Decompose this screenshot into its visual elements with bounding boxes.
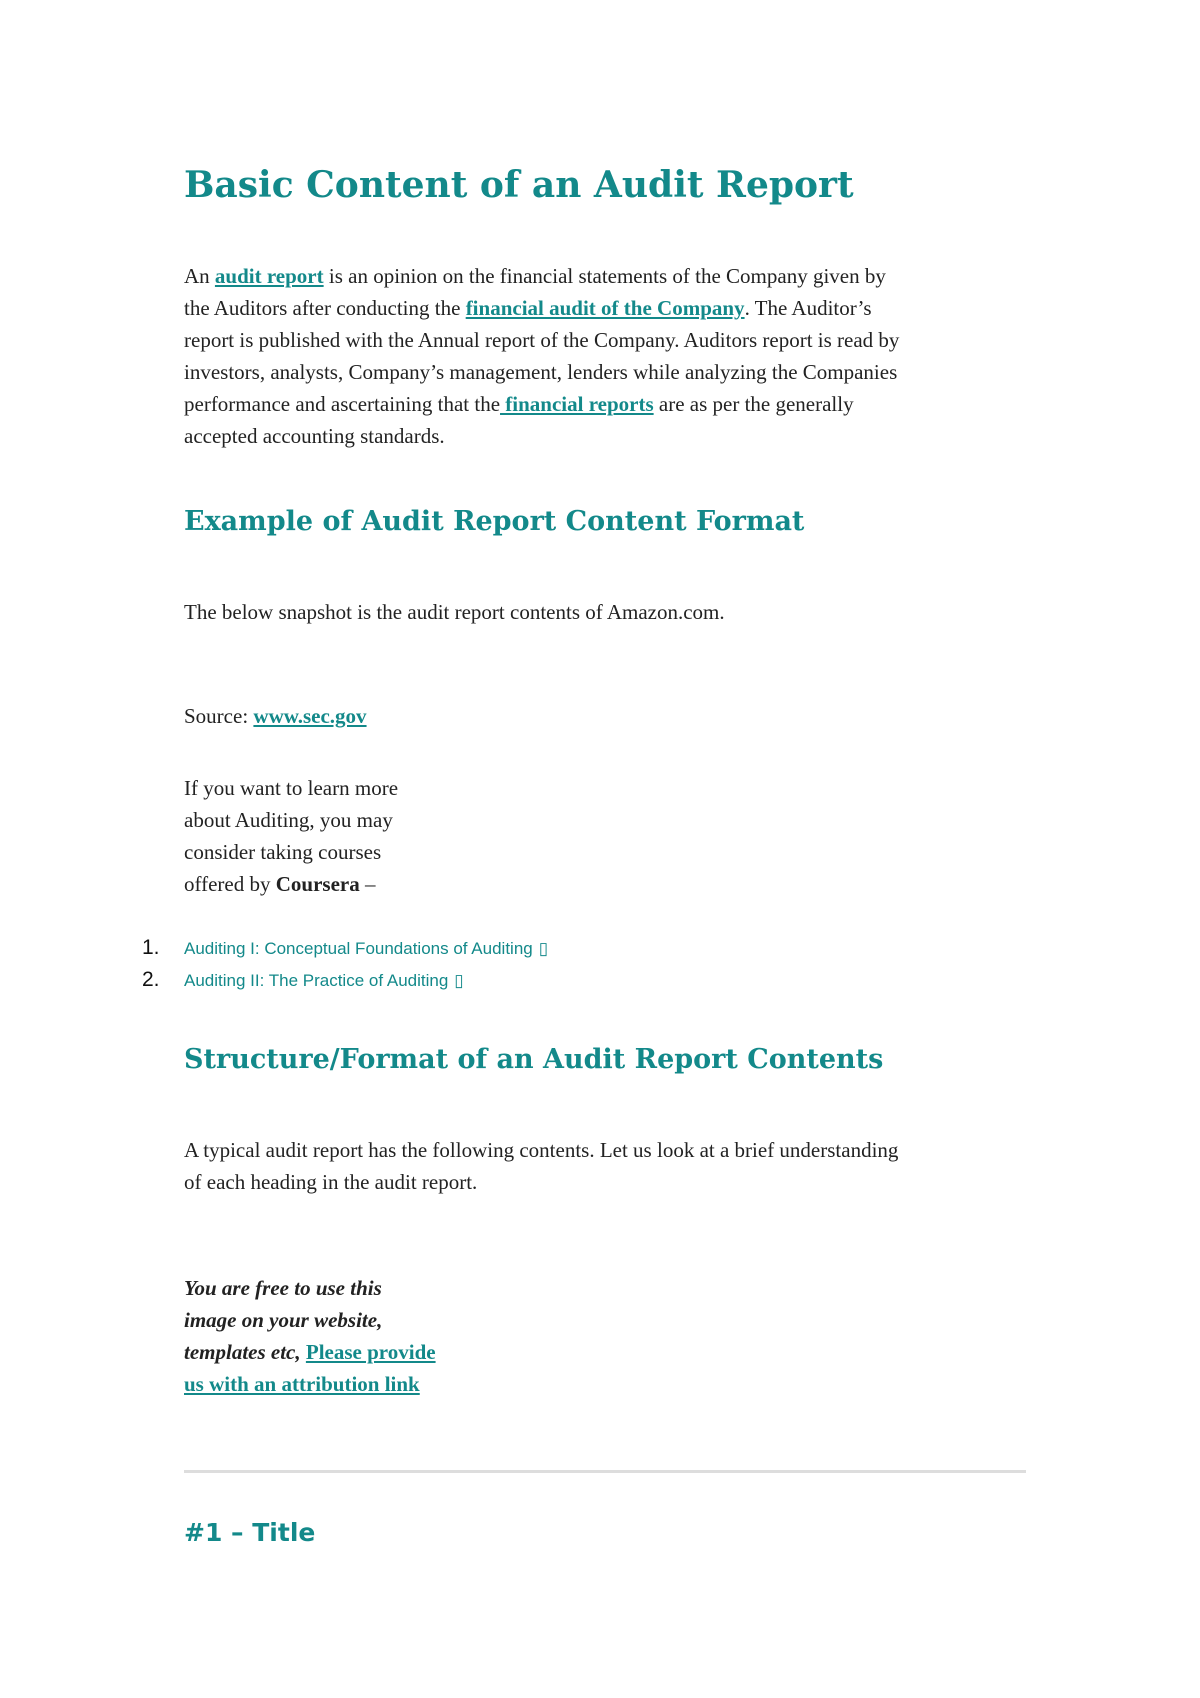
attribution-line-1: You are free to use this (184, 1276, 382, 1300)
intro-line-5 (184, 388, 899, 420)
page-title: Basic Content of an Audit Report (184, 164, 854, 206)
list-item (142, 968, 548, 1000)
structure-heading: Structure/Format of an Audit Report Contents (184, 1044, 884, 1075)
financial-reports-link[interactable]: financial reports (500, 392, 654, 416)
coursera-name: Coursera (275, 872, 360, 896)
learn-text: offered by (184, 872, 276, 896)
course-list (142, 936, 548, 1000)
section-title-heading: #1 – Title (184, 1518, 316, 1547)
intro-line-2 (184, 292, 899, 324)
sec-gov-link[interactable]: www.sec.gov (253, 704, 367, 728)
attribution-link-continued[interactable]: us with an attribution link (184, 1372, 420, 1396)
attribution-line-4 (184, 1368, 436, 1400)
intro-text: . The Auditor’s (744, 296, 872, 320)
intro-text: performance and ascertaining that the (184, 392, 501, 416)
external-link-icon: ▯ (454, 971, 464, 990)
intro-line-4: investors, analysts, Company’s management, lenders while analyzing the Companies (184, 360, 898, 384)
course-link-auditing-1[interactable]: Auditing I: Conceptual Foundations of Auditing (184, 939, 533, 958)
source-line (184, 700, 367, 732)
attribution-paragraph (184, 1272, 436, 1400)
learn-text: – (359, 872, 376, 896)
external-link-icon: ▯ (538, 939, 549, 958)
learn-line-3: consider taking courses (184, 840, 382, 864)
attribution-text: templates etc, (184, 1340, 306, 1364)
learn-line-4 (184, 868, 398, 900)
intro-paragraph (184, 260, 899, 452)
attribution-line-3 (184, 1336, 436, 1368)
intro-line-6: accepted accounting standards. (184, 424, 445, 448)
structure-line-1: A typical audit report has the following contents. Let us look at a brief understanding (184, 1138, 899, 1162)
course-link-auditing-2[interactable]: Auditing II: The Practice of Auditing (184, 971, 449, 990)
audit-report-link[interactable]: audit report (214, 264, 324, 288)
example-heading: Example of Audit Report Content Format (184, 506, 805, 537)
list-number: 2. (142, 968, 160, 991)
intro-line-3: report is published with the Annual report of the Company. Auditors report is read by (184, 328, 900, 352)
list-item (142, 936, 548, 968)
intro-line-1 (184, 260, 899, 292)
structure-line-2: of each heading in the audit report. (184, 1170, 478, 1194)
structure-paragraph (184, 1134, 898, 1198)
list-number: 1. (142, 936, 160, 959)
intro-text: is an opinion on the financial statements of the Company given by (323, 264, 886, 288)
horizontal-divider (184, 1470, 1026, 1473)
learn-more-paragraph (184, 772, 398, 900)
financial-audit-link[interactable]: financial audit of the Company (465, 296, 745, 320)
snapshot-text: The below snapshot is the audit report contents of Amazon.com. (184, 600, 725, 624)
attribution-line-2: image on your website, (184, 1308, 383, 1332)
learn-line-2: about Auditing, you may (184, 808, 393, 832)
source-label: Source: (184, 704, 254, 728)
intro-text: An (184, 264, 215, 288)
learn-line-1: If you want to learn more (184, 776, 399, 800)
attribution-link[interactable]: Please provide (305, 1340, 436, 1364)
intro-text: the Auditors after conducting the (184, 296, 466, 320)
intro-text: are as per the generally (653, 392, 854, 416)
